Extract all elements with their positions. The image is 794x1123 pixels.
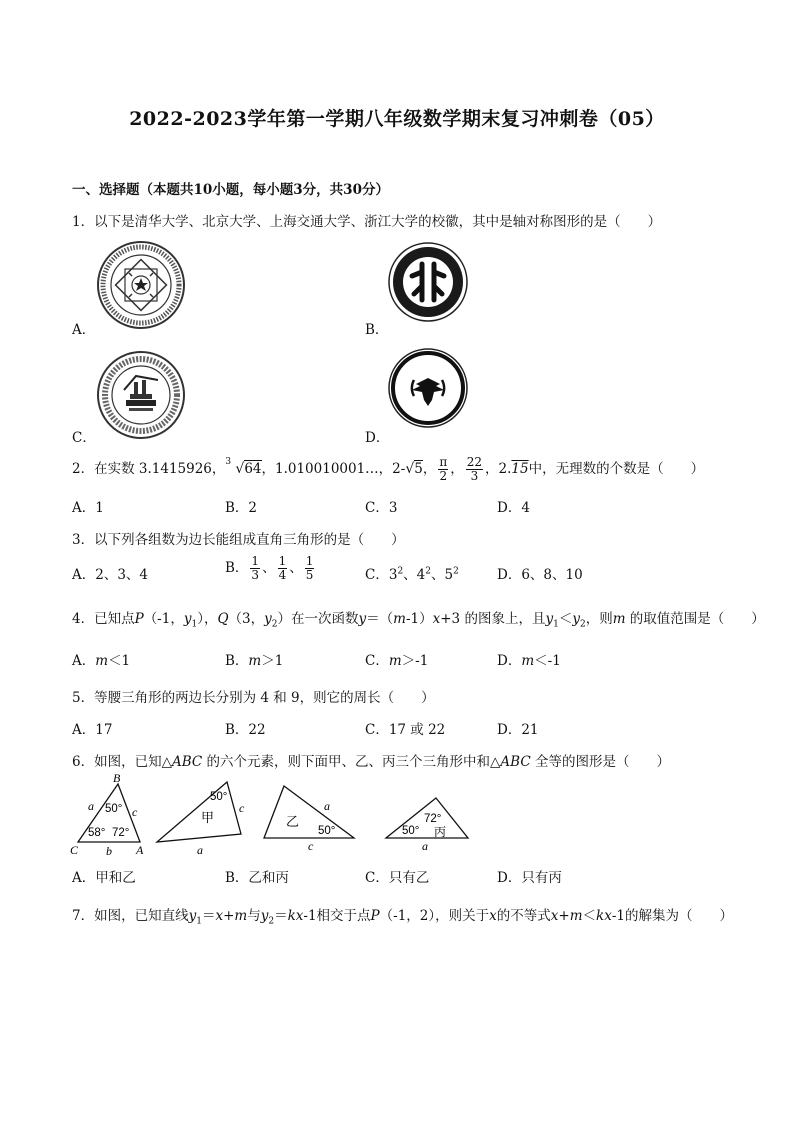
q3-option-b: B． $\frac{1}{3}$ 、 $\frac{1}{4}$ 、 $\frac{1}{5}$ [225, 554, 314, 582]
fraction-pi-over-2: $\frac{\pi}{2}$ [439, 455, 448, 483]
side-c-label: c [239, 801, 245, 815]
triangle-yi-figure [262, 782, 362, 854]
angle-72-label: 72° [424, 813, 442, 825]
triangle-bing-label: 丙 [434, 825, 447, 839]
fraction-22-over-3: $\frac{22}{3}$ [466, 455, 483, 483]
q3-option-d: D．6、8、10 [497, 567, 583, 583]
q2-option-c: C．3 [365, 500, 398, 516]
cube-root: 3 √64 [225, 457, 262, 477]
q5-option-a: A．17 [72, 722, 113, 738]
question-3-stem: 3．以下列各组数为边长能组成直角三角形的是（ ） [72, 532, 405, 548]
q4-option-d: D．m＜-1 [497, 653, 561, 669]
side-a-label: a [88, 799, 94, 813]
q3-option-a: A．2、3、4 [72, 567, 149, 583]
triangle-jia-label: 甲 [201, 811, 215, 826]
angle-50-label: 50° [318, 825, 336, 837]
option-b-label: B． [365, 322, 389, 338]
question-5-stem: 5．等腰三角形的两边长分别为 4 和 9，则它的周长（ ） [72, 690, 435, 706]
q4-option-b: B．m＞1 [225, 653, 284, 669]
q6-option-a: A．甲和乙 [72, 870, 136, 886]
option-d-label: D． [365, 430, 390, 446]
q5-option-c: C．17 或 22 [365, 722, 446, 738]
question-6-stem: 6．如图，已知△ABC 的六个元素，则下面甲、乙、丙三个三角形中和△ABC 全等的图形是（ ） [72, 754, 670, 770]
side-a-label: a [324, 799, 330, 813]
q2-option-d: D．4 [497, 500, 530, 516]
option-c-label: C． [72, 430, 96, 446]
angle-50-label: 50° [210, 791, 228, 803]
side-a-label: a [197, 843, 203, 857]
triangle-abc-figure [70, 772, 150, 860]
angle-b-label: 50° [105, 803, 123, 815]
q6-option-c: C．只有乙 [365, 870, 430, 886]
angle-c-label: 58° [88, 827, 106, 839]
angle-a-label: 72° [112, 827, 130, 839]
section-heading: 一、选择题（本题共10小题，每小题3分，共30分） [72, 182, 389, 198]
zju-logo-icon [388, 348, 468, 428]
triangle-bing-figure [384, 796, 474, 852]
q2-option-a: A．1 [72, 500, 104, 516]
sjtu-logo-icon [96, 350, 186, 440]
q5-option-b: B．22 [225, 722, 266, 738]
q4-option-a: A．m＜1 [72, 653, 131, 669]
q2-option-b: B．2 [225, 500, 258, 516]
peking-logo-icon [388, 242, 468, 322]
side-c-label: c [308, 839, 314, 853]
side-c-label: c [132, 805, 138, 819]
q6-option-b: B．乙和丙 [225, 870, 289, 886]
question-1-stem: 1．以下是清华大学、北京大学、上海交通大学、浙江大学的校徽，其中是轴对称图形的是（ ） [72, 214, 662, 230]
q6-option-d: D．只有丙 [497, 870, 562, 886]
vertex-a-label: A [136, 843, 144, 857]
angle-50-label: 50° [402, 825, 420, 837]
q5-option-d: D．21 [497, 722, 539, 738]
page-title: 2022-2023学年第一学期八年级数学期末复习冲刺卷（05） [129, 108, 665, 130]
tsinghua-logo-icon [96, 240, 186, 330]
side-a-label: a [422, 839, 428, 853]
question-4-stem: 4．已知点P（-1，$y_1$），Q（3，$y_2$）在一次函数y＝（m-1）x+3 的图象上，且$y_1<y_2$，则m 的取值范围是（ ） [72, 611, 765, 630]
q4-option-c: C．m＞-1 [365, 653, 429, 669]
side-b-label: b [106, 844, 112, 858]
q3-option-c: C．$3^2$、$4^2$、$5^2$ [365, 566, 459, 583]
vertex-b-label: B [113, 771, 121, 785]
triangle-yi-label: 乙 [286, 815, 300, 830]
triangle-jia-figure [155, 778, 255, 858]
option-a-label: A． [72, 322, 96, 338]
question-2-stem: 2．在实数 3.1415926， 3 √64，1.010010001…，2-√5， $\frac{\pi}{2}$ ， $\frac{22}{3}$ ，2.15中，无理数的个数是（ ） [72, 455, 705, 483]
vertex-c-label: C [70, 843, 79, 857]
question-7-stem: 7．如图，已知直线$y_1=x+m$与$y_2=kx-1$相交于点P（-1，2），则关于x的不等式x+m＜kx-1的解集为（ ） [72, 908, 733, 927]
